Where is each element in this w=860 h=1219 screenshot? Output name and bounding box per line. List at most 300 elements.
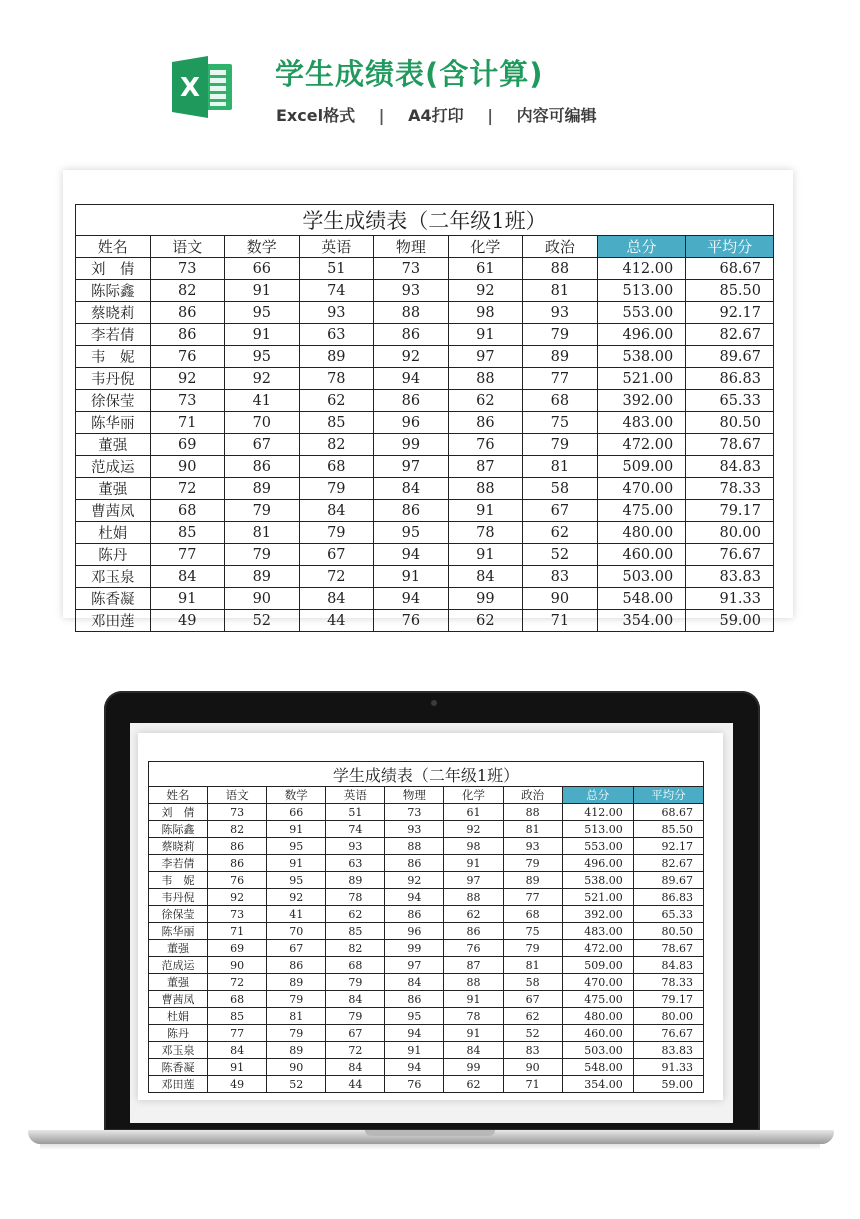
score-cell: 79 — [267, 991, 326, 1008]
score-cell: 74 — [299, 280, 374, 302]
score-cell: 52 — [503, 1025, 562, 1042]
score-cell: 521.00 — [597, 368, 686, 390]
score-cell: 79 — [523, 324, 598, 346]
score-cell: 62 — [299, 390, 374, 412]
table-row — [76, 434, 774, 456]
score-cell: 91 — [448, 544, 523, 566]
score-cell: 79 — [267, 1025, 326, 1042]
score-cell: 503.00 — [562, 1042, 633, 1059]
screen-header-row — [149, 787, 704, 804]
score-cell: 96 — [385, 923, 444, 940]
score-cell: 58 — [523, 478, 598, 500]
score-cell: 89 — [267, 1042, 326, 1059]
score-cell: 496.00 — [597, 324, 686, 346]
score-cell: 89 — [503, 872, 562, 889]
table-row — [149, 872, 704, 889]
table-row — [76, 346, 774, 368]
score-cell: 80.00 — [686, 522, 774, 544]
score-cell: 67 — [503, 991, 562, 1008]
score-cell: 94 — [385, 1059, 444, 1076]
table-row — [76, 610, 774, 632]
score-cell: 72 — [208, 974, 267, 991]
screen-sheet-title: 学生成绩表（二年级1班） — [149, 762, 704, 787]
score-cell: 49 — [150, 610, 225, 632]
score-cell: 62 — [448, 610, 523, 632]
score-cell: 68.67 — [633, 804, 703, 821]
score-cell: 88 — [444, 889, 503, 906]
score-cell: 91 — [267, 855, 326, 872]
score-cell: 72 — [299, 566, 374, 588]
table-row — [149, 855, 704, 872]
score-cell: 68 — [326, 957, 385, 974]
student-name-cell: 董强 — [76, 478, 151, 500]
page-title: 学生成绩表(含计算) — [275, 57, 544, 91]
score-cell: 86 — [374, 390, 449, 412]
score-cell: 392.00 — [597, 390, 686, 412]
score-cell: 71 — [503, 1076, 562, 1093]
score-cell: 79 — [299, 478, 374, 500]
score-cell: 59.00 — [686, 610, 774, 632]
score-cell: 61 — [448, 258, 523, 280]
score-cell: 548.00 — [562, 1059, 633, 1076]
score-cell: 76 — [444, 940, 503, 957]
score-cell: 73 — [150, 258, 225, 280]
score-cell: 82 — [150, 280, 225, 302]
score-cell: 513.00 — [562, 821, 633, 838]
score-cell: 83.83 — [633, 1042, 703, 1059]
score-cell: 94 — [374, 544, 449, 566]
student-name-cell: 范成运 — [149, 957, 208, 974]
score-cell: 88 — [523, 258, 598, 280]
score-cell: 91 — [385, 1042, 444, 1059]
score-cell: 80.50 — [686, 412, 774, 434]
score-cell: 58 — [503, 974, 562, 991]
table-row — [76, 368, 774, 390]
score-cell: 51 — [299, 258, 374, 280]
score-cell: 86 — [385, 991, 444, 1008]
score-cell: 67 — [299, 544, 374, 566]
score-cell: 97 — [444, 872, 503, 889]
table-row — [76, 258, 774, 280]
score-cell: 71 — [208, 923, 267, 940]
table-row — [76, 456, 774, 478]
score-cell: 91 — [448, 324, 523, 346]
score-cell: 76 — [150, 346, 225, 368]
score-cell: 79.17 — [633, 991, 703, 1008]
student-name-cell: 李若倩 — [76, 324, 151, 346]
score-cell: 91 — [150, 588, 225, 610]
table-row — [76, 566, 774, 588]
score-cell: 93 — [523, 302, 598, 324]
score-cell: 65.33 — [686, 390, 774, 412]
score-cell: 86 — [374, 324, 449, 346]
score-cell: 76 — [448, 434, 523, 456]
score-cell: 84 — [150, 566, 225, 588]
score-cell: 88 — [444, 974, 503, 991]
score-cell: 92 — [150, 368, 225, 390]
score-cell: 97 — [374, 456, 449, 478]
score-cell: 52 — [523, 544, 598, 566]
score-cell: 538.00 — [562, 872, 633, 889]
score-cell: 77 — [208, 1025, 267, 1042]
table-row — [76, 544, 774, 566]
column-header: 政治 — [503, 787, 562, 804]
score-cell: 98 — [448, 302, 523, 324]
meta-print: A4打印 — [408, 106, 464, 125]
score-cell: 84 — [326, 1059, 385, 1076]
screen-grade-table — [148, 761, 704, 1093]
score-cell: 480.00 — [597, 522, 686, 544]
score-cell: 92 — [448, 280, 523, 302]
score-cell: 85 — [326, 923, 385, 940]
score-cell: 79 — [225, 544, 300, 566]
score-cell: 65.33 — [633, 906, 703, 923]
student-name-cell: 董强 — [149, 940, 208, 957]
score-cell: 84 — [299, 500, 374, 522]
score-cell: 69 — [208, 940, 267, 957]
score-cell: 49 — [208, 1076, 267, 1093]
score-cell: 84 — [299, 588, 374, 610]
column-header: 姓名 — [76, 236, 151, 258]
score-cell: 89 — [299, 346, 374, 368]
score-cell: 81 — [225, 522, 300, 544]
score-cell: 92 — [208, 889, 267, 906]
score-cell: 91 — [225, 324, 300, 346]
student-name-cell: 董强 — [76, 434, 151, 456]
laptop-notch — [365, 1130, 495, 1136]
score-cell: 483.00 — [597, 412, 686, 434]
column-header: 语文 — [208, 787, 267, 804]
score-cell: 86 — [385, 906, 444, 923]
column-header: 英语 — [326, 787, 385, 804]
score-cell: 44 — [326, 1076, 385, 1093]
score-cell: 548.00 — [597, 588, 686, 610]
table-row — [149, 923, 704, 940]
grade-table — [75, 204, 774, 632]
score-cell: 84 — [326, 991, 385, 1008]
score-cell: 68 — [503, 906, 562, 923]
score-cell: 92 — [444, 821, 503, 838]
score-cell: 79 — [326, 1008, 385, 1025]
score-cell: 91 — [208, 1059, 267, 1076]
score-cell: 86 — [267, 957, 326, 974]
score-cell: 76 — [385, 1076, 444, 1093]
score-cell: 86 — [444, 923, 503, 940]
laptop-mockup — [0, 685, 860, 1155]
table-row — [149, 991, 704, 1008]
score-cell: 81 — [523, 280, 598, 302]
score-cell: 91 — [444, 991, 503, 1008]
table-row — [149, 804, 704, 821]
score-cell: 61 — [444, 804, 503, 821]
score-cell: 71 — [523, 610, 598, 632]
score-cell: 86.83 — [686, 368, 774, 390]
meta-line — [276, 103, 597, 126]
score-cell: 77 — [150, 544, 225, 566]
score-cell: 91.33 — [633, 1059, 703, 1076]
score-cell: 73 — [208, 804, 267, 821]
score-cell: 88 — [385, 838, 444, 855]
score-cell: 82.67 — [686, 324, 774, 346]
table-row — [149, 1025, 704, 1042]
score-cell: 51 — [326, 804, 385, 821]
laptop-shadow — [40, 1144, 820, 1150]
score-cell: 354.00 — [562, 1076, 633, 1093]
student-name-cell: 杜娟 — [149, 1008, 208, 1025]
column-header: 平均分 — [633, 787, 703, 804]
table-row — [76, 478, 774, 500]
score-cell: 99 — [444, 1059, 503, 1076]
score-cell: 472.00 — [562, 940, 633, 957]
score-cell: 72 — [326, 1042, 385, 1059]
column-header: 英语 — [299, 236, 374, 258]
score-cell: 79.17 — [686, 500, 774, 522]
table-row — [149, 1008, 704, 1025]
score-cell: 82 — [299, 434, 374, 456]
score-cell: 90 — [208, 957, 267, 974]
score-cell: 67 — [523, 500, 598, 522]
excel-icon — [170, 56, 234, 118]
score-cell: 52 — [225, 610, 300, 632]
table-row — [149, 821, 704, 838]
score-cell: 81 — [267, 1008, 326, 1025]
student-name-cell: 曹茜凤 — [76, 500, 151, 522]
table-row — [76, 588, 774, 610]
score-cell: 44 — [299, 610, 374, 632]
score-cell: 91.33 — [686, 588, 774, 610]
score-cell: 89 — [225, 566, 300, 588]
score-cell: 89.67 — [633, 872, 703, 889]
table-row — [149, 957, 704, 974]
score-cell: 85 — [299, 412, 374, 434]
score-cell: 87 — [448, 456, 523, 478]
score-cell: 470.00 — [597, 478, 686, 500]
meta-format: Excel格式 — [276, 106, 356, 125]
table-row — [76, 522, 774, 544]
student-name-cell: 蔡晓莉 — [149, 838, 208, 855]
table-row — [76, 412, 774, 434]
table-row — [149, 889, 704, 906]
student-name-cell: 陈华丽 — [149, 923, 208, 940]
score-cell: 97 — [385, 957, 444, 974]
score-cell: 86 — [150, 302, 225, 324]
score-cell: 99 — [374, 434, 449, 456]
meta-editable: 内容可编辑 — [516, 106, 597, 125]
score-cell: 91 — [374, 566, 449, 588]
score-cell: 82.67 — [633, 855, 703, 872]
score-cell: 93 — [503, 838, 562, 855]
score-cell: 85 — [150, 522, 225, 544]
table-row — [149, 940, 704, 957]
score-cell: 77 — [503, 889, 562, 906]
student-name-cell: 董强 — [149, 974, 208, 991]
score-cell: 94 — [374, 588, 449, 610]
score-cell: 83 — [523, 566, 598, 588]
score-cell: 41 — [225, 390, 300, 412]
student-name-cell: 陈丹 — [149, 1025, 208, 1042]
score-cell: 90 — [503, 1059, 562, 1076]
score-cell: 68 — [299, 456, 374, 478]
score-cell: 78.33 — [633, 974, 703, 991]
score-cell: 62 — [523, 522, 598, 544]
student-name-cell: 陈香凝 — [149, 1059, 208, 1076]
column-header: 总分 — [597, 236, 686, 258]
student-name-cell: 刘 倩 — [149, 804, 208, 821]
score-cell: 84 — [448, 566, 523, 588]
student-name-cell: 徐保莹 — [149, 906, 208, 923]
score-cell: 78 — [299, 368, 374, 390]
score-cell: 94 — [374, 368, 449, 390]
score-cell: 79 — [225, 500, 300, 522]
score-cell: 79 — [299, 522, 374, 544]
column-header: 物理 — [385, 787, 444, 804]
score-cell: 68.67 — [686, 258, 774, 280]
score-cell: 95 — [374, 522, 449, 544]
student-name-cell: 韦丹倪 — [76, 368, 151, 390]
score-cell: 67 — [225, 434, 300, 456]
spreadsheet-preview — [63, 170, 793, 630]
score-cell: 89 — [225, 478, 300, 500]
score-cell: 81 — [503, 821, 562, 838]
score-cell: 73 — [385, 804, 444, 821]
column-header: 姓名 — [149, 787, 208, 804]
score-cell: 62 — [444, 1076, 503, 1093]
score-cell: 509.00 — [597, 456, 686, 478]
score-cell: 95 — [225, 302, 300, 324]
score-cell: 62 — [444, 906, 503, 923]
student-name-cell: 邓田莲 — [76, 610, 151, 632]
excel-logo-letter: X — [179, 73, 201, 103]
score-cell: 59.00 — [633, 1076, 703, 1093]
student-name-cell: 刘 倩 — [76, 258, 151, 280]
student-name-cell: 陈际鑫 — [76, 280, 151, 302]
column-header: 数学 — [267, 787, 326, 804]
score-cell: 496.00 — [562, 855, 633, 872]
score-cell: 69 — [150, 434, 225, 456]
column-header: 平均分 — [686, 236, 774, 258]
score-cell: 78 — [448, 522, 523, 544]
score-cell: 85.50 — [686, 280, 774, 302]
score-cell: 91 — [444, 1025, 503, 1042]
score-cell: 513.00 — [597, 280, 686, 302]
score-cell: 92 — [267, 889, 326, 906]
header-row — [76, 236, 774, 258]
score-cell: 82 — [326, 940, 385, 957]
table-row — [149, 1076, 704, 1093]
score-cell: 66 — [225, 258, 300, 280]
student-name-cell: 韦丹倪 — [149, 889, 208, 906]
score-cell: 98 — [444, 838, 503, 855]
score-cell: 470.00 — [562, 974, 633, 991]
score-cell: 509.00 — [562, 957, 633, 974]
column-header: 政治 — [523, 236, 598, 258]
score-cell: 90 — [523, 588, 598, 610]
score-cell: 62 — [448, 390, 523, 412]
score-cell: 81 — [503, 957, 562, 974]
score-cell: 95 — [267, 872, 326, 889]
score-cell: 89 — [326, 872, 385, 889]
student-name-cell: 韦 妮 — [76, 346, 151, 368]
score-cell: 68 — [208, 991, 267, 1008]
table-row — [149, 1042, 704, 1059]
score-cell: 97 — [448, 346, 523, 368]
header — [0, 0, 860, 150]
score-cell: 73 — [208, 906, 267, 923]
student-name-cell: 邓玉泉 — [149, 1042, 208, 1059]
score-cell: 78.33 — [686, 478, 774, 500]
score-cell: 84 — [444, 1042, 503, 1059]
table-body — [76, 258, 774, 632]
score-cell: 92 — [374, 346, 449, 368]
score-cell: 503.00 — [597, 566, 686, 588]
score-cell: 84 — [374, 478, 449, 500]
score-cell: 412.00 — [562, 804, 633, 821]
score-cell: 83.83 — [686, 566, 774, 588]
score-cell: 95 — [267, 838, 326, 855]
student-name-cell: 陈华丽 — [76, 412, 151, 434]
score-cell: 68 — [523, 390, 598, 412]
table-row — [149, 1059, 704, 1076]
student-name-cell: 杜娟 — [76, 522, 151, 544]
table-row — [76, 500, 774, 522]
student-name-cell: 韦 妮 — [149, 872, 208, 889]
score-cell: 86 — [448, 412, 523, 434]
score-cell: 84 — [385, 974, 444, 991]
student-name-cell: 陈际鑫 — [149, 821, 208, 838]
score-cell: 88 — [448, 478, 523, 500]
score-cell: 412.00 — [597, 258, 686, 280]
student-name-cell: 蔡晓莉 — [76, 302, 151, 324]
score-cell: 88 — [374, 302, 449, 324]
score-cell: 96 — [374, 412, 449, 434]
score-cell: 85.50 — [633, 821, 703, 838]
score-cell: 92 — [385, 872, 444, 889]
score-cell: 88 — [503, 804, 562, 821]
score-cell: 90 — [150, 456, 225, 478]
student-name-cell: 曹茜凤 — [149, 991, 208, 1008]
score-cell: 472.00 — [597, 434, 686, 456]
score-cell: 78 — [444, 1008, 503, 1025]
score-cell: 483.00 — [562, 923, 633, 940]
student-name-cell: 徐保莹 — [76, 390, 151, 412]
score-cell: 89 — [523, 346, 598, 368]
score-cell: 62 — [326, 906, 385, 923]
student-name-cell: 陈香凝 — [76, 588, 151, 610]
score-cell: 79 — [523, 434, 598, 456]
score-cell: 86 — [385, 855, 444, 872]
table-row — [76, 324, 774, 346]
score-cell: 79 — [326, 974, 385, 991]
score-cell: 80.00 — [633, 1008, 703, 1025]
student-name-cell: 范成运 — [76, 456, 151, 478]
score-cell: 62 — [503, 1008, 562, 1025]
score-cell: 94 — [385, 889, 444, 906]
score-cell: 72 — [150, 478, 225, 500]
score-cell: 84.83 — [686, 456, 774, 478]
score-cell: 73 — [150, 390, 225, 412]
score-cell: 93 — [374, 280, 449, 302]
score-cell: 93 — [326, 838, 385, 855]
score-cell: 67 — [326, 1025, 385, 1042]
score-cell: 84.83 — [633, 957, 703, 974]
screen-table-body — [149, 804, 704, 1093]
score-cell: 90 — [225, 588, 300, 610]
table-row — [76, 302, 774, 324]
score-cell: 78.67 — [633, 940, 703, 957]
column-header: 总分 — [562, 787, 633, 804]
score-cell: 85 — [208, 1008, 267, 1025]
score-cell: 91 — [267, 821, 326, 838]
